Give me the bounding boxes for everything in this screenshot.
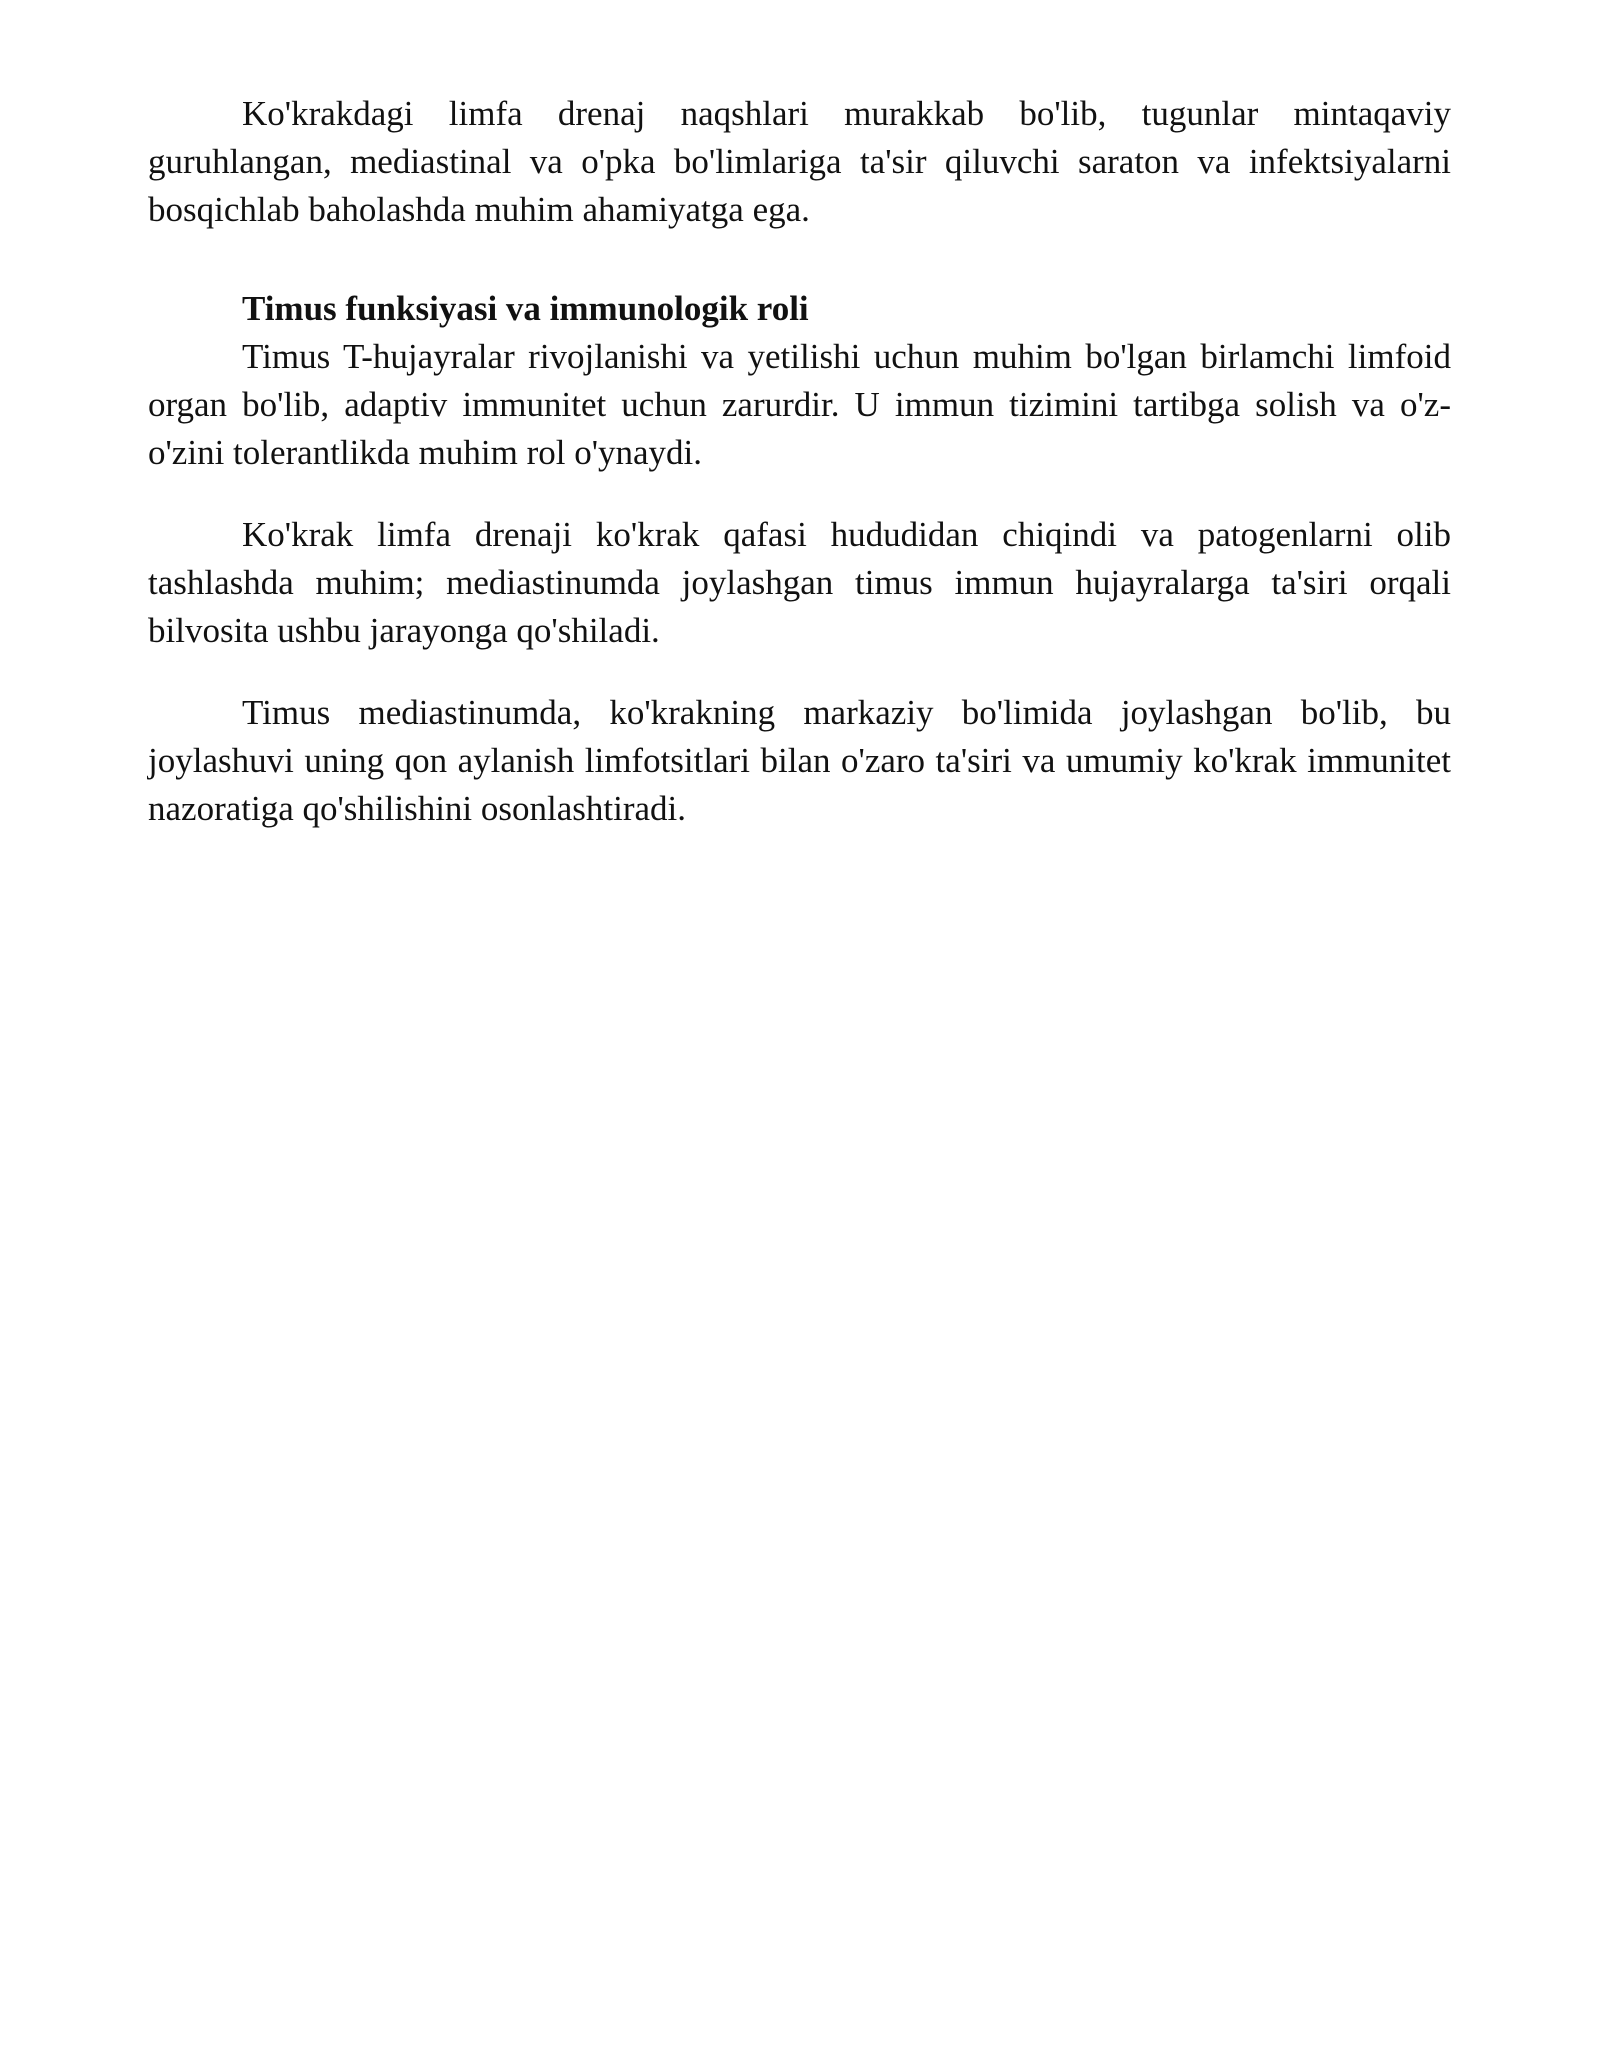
section-heading: Timus funksiyasi va immunologik roli [242,289,809,328]
paragraph-lymph-drainage: Ko'krakdagi limfa drenaj naqshlari murakkab bo'lib, tugunlar mintaqaviy guruhlangan, mediastinal va o'pka bo'limlariga ta'sir qiluvchi saraton va infektsiyalarni bosqichlab baholashda muhim ahamiyatga ega. [148,94,1451,229]
paragraph-thymus-location: Timus mediastinumda, ko'krakning markaziy bo'limida joylashgan bo'lib, bu joylashuvi uning qon aylanish limfotsitlari bilan o'zaro ta'siri va umumiy ko'krak immunitet nazoratiga qo'shilishini osonlashtiradi. [148,693,1451,828]
paragraph-thymus-function: Timus T-hujayralar rivojlanishi va yetilishi uchun muhim bo'lgan birlamchi limfoid organ bo'lib, adaptiv immunitet uchun zarurdir. U immun tizimini tartibga solish va o'z-o'zini tolerantlikda muhim rol o'ynaydi. [148,337,1451,472]
paragraph-chest-lymph-drainage: Ko'krak limfa drenaji ko'krak qafasi hududidan chiqindi va patogenlarni olib tashlashda muhim; mediastinumda joylashgan timus immun hujayralarga ta'siri orqali bilvosita ushbu jarayonga qo'shiladi. [148,515,1451,650]
document-body [148,90,1451,833]
